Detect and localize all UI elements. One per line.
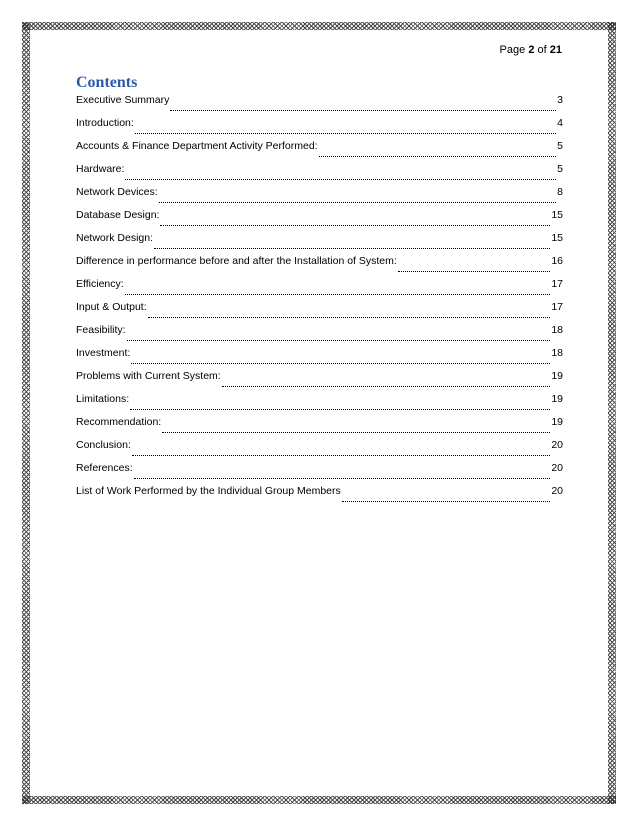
toc-entry[interactable] xyxy=(76,347,563,370)
toc-entry-label: Introduction: xyxy=(76,117,134,129)
toc-entry-label: References: xyxy=(76,462,133,474)
toc-entry-page-number: 16 xyxy=(551,255,563,267)
toc-entry-label: List of Work Performed by the Individual Group Members xyxy=(76,485,341,497)
toc-entry-label: Network Devices: xyxy=(76,186,158,198)
table-of-contents xyxy=(76,94,563,508)
toc-leader-dots xyxy=(159,194,556,203)
page-border-right xyxy=(608,22,616,804)
toc-entry-label: Hardware: xyxy=(76,163,125,175)
toc-leader-dots xyxy=(131,355,550,364)
toc-entry[interactable] xyxy=(76,232,563,255)
toc-entry[interactable] xyxy=(76,324,563,347)
toc-entry[interactable] xyxy=(76,416,563,439)
toc-entry-label: Conclusion: xyxy=(76,439,131,451)
toc-entry[interactable] xyxy=(76,393,563,416)
toc-entry[interactable] xyxy=(76,163,563,186)
toc-entry-page-number: 20 xyxy=(551,485,563,497)
toc-entry-label: Database Design: xyxy=(76,209,160,221)
toc-leader-dots xyxy=(342,493,551,502)
toc-entry-page-number: 3 xyxy=(557,94,563,106)
toc-leader-dots xyxy=(132,447,550,456)
toc-entry-page-number: 4 xyxy=(557,117,563,129)
toc-entry-label: Recommendation: xyxy=(76,416,162,428)
toc-leader-dots xyxy=(148,309,551,318)
toc-entry-label: Investment: xyxy=(76,347,131,359)
of-word: of xyxy=(537,44,547,56)
toc-entry-label: Executive Summary xyxy=(76,94,170,106)
toc-leader-dots xyxy=(170,102,556,111)
toc-entry[interactable] xyxy=(76,462,563,485)
toc-entry[interactable] xyxy=(76,209,563,232)
toc-leader-dots xyxy=(127,332,551,341)
current-page-number: 2 xyxy=(528,44,535,56)
page-border-left xyxy=(22,22,30,804)
toc-entry[interactable] xyxy=(76,278,563,301)
toc-entry[interactable] xyxy=(76,94,563,117)
toc-entry[interactable] xyxy=(76,370,563,393)
toc-entry-label: Accounts & Finance Department Activity Performed: xyxy=(76,140,318,152)
toc-entry[interactable] xyxy=(76,186,563,209)
toc-entry[interactable] xyxy=(76,255,563,278)
toc-entry-page-number: 19 xyxy=(551,393,563,405)
toc-leader-dots xyxy=(130,401,550,410)
toc-entry-page-number: 19 xyxy=(551,416,563,428)
contents-title: Contents xyxy=(76,74,138,91)
toc-entry-label: Difference in performance before and after the Installation of System: xyxy=(76,255,397,267)
toc-entry-label: Input & Output: xyxy=(76,301,147,313)
toc-leader-dots xyxy=(160,217,550,226)
toc-leader-dots xyxy=(125,171,556,180)
toc-leader-dots xyxy=(135,125,556,134)
toc-entry[interactable] xyxy=(76,439,563,462)
page-word: Page xyxy=(499,44,526,56)
toc-entry-label: Limitations: xyxy=(76,393,130,405)
page-border-bottom xyxy=(22,796,616,804)
toc-entry-label: Efficiency: xyxy=(76,278,124,290)
toc-leader-dots xyxy=(162,424,550,433)
toc-leader-dots xyxy=(125,286,551,295)
toc-entry-page-number: 17 xyxy=(551,278,563,290)
toc-entry-page-number: 18 xyxy=(551,324,563,336)
page-number-header xyxy=(500,44,562,56)
toc-entry-page-number: 20 xyxy=(551,462,563,474)
toc-entry[interactable] xyxy=(76,301,563,324)
toc-entry-page-number: 8 xyxy=(557,186,563,198)
toc-leader-dots xyxy=(319,148,557,157)
toc-leader-dots xyxy=(134,470,551,479)
toc-leader-dots xyxy=(154,240,550,249)
toc-entry-page-number: 5 xyxy=(557,140,563,152)
toc-leader-dots xyxy=(222,378,551,387)
toc-entry-page-number: 18 xyxy=(551,347,563,359)
page-border-top xyxy=(22,22,616,30)
toc-entry-label: Feasibility: xyxy=(76,324,126,336)
toc-leader-dots xyxy=(398,263,550,272)
toc-entry-page-number: 20 xyxy=(551,439,563,451)
total-pages-number: 21 xyxy=(549,44,562,56)
toc-entry[interactable] xyxy=(76,485,563,508)
toc-entry-page-number: 15 xyxy=(551,209,563,221)
toc-entry[interactable] xyxy=(76,140,563,163)
toc-entry-page-number: 5 xyxy=(557,163,563,175)
toc-entry-page-number: 15 xyxy=(551,232,563,244)
toc-entry-label: Problems with Current System: xyxy=(76,370,221,382)
toc-entry[interactable] xyxy=(76,117,563,140)
toc-entry-label: Network Design: xyxy=(76,232,154,244)
toc-entry-page-number: 19 xyxy=(551,370,563,382)
toc-entry-page-number: 17 xyxy=(551,301,563,313)
